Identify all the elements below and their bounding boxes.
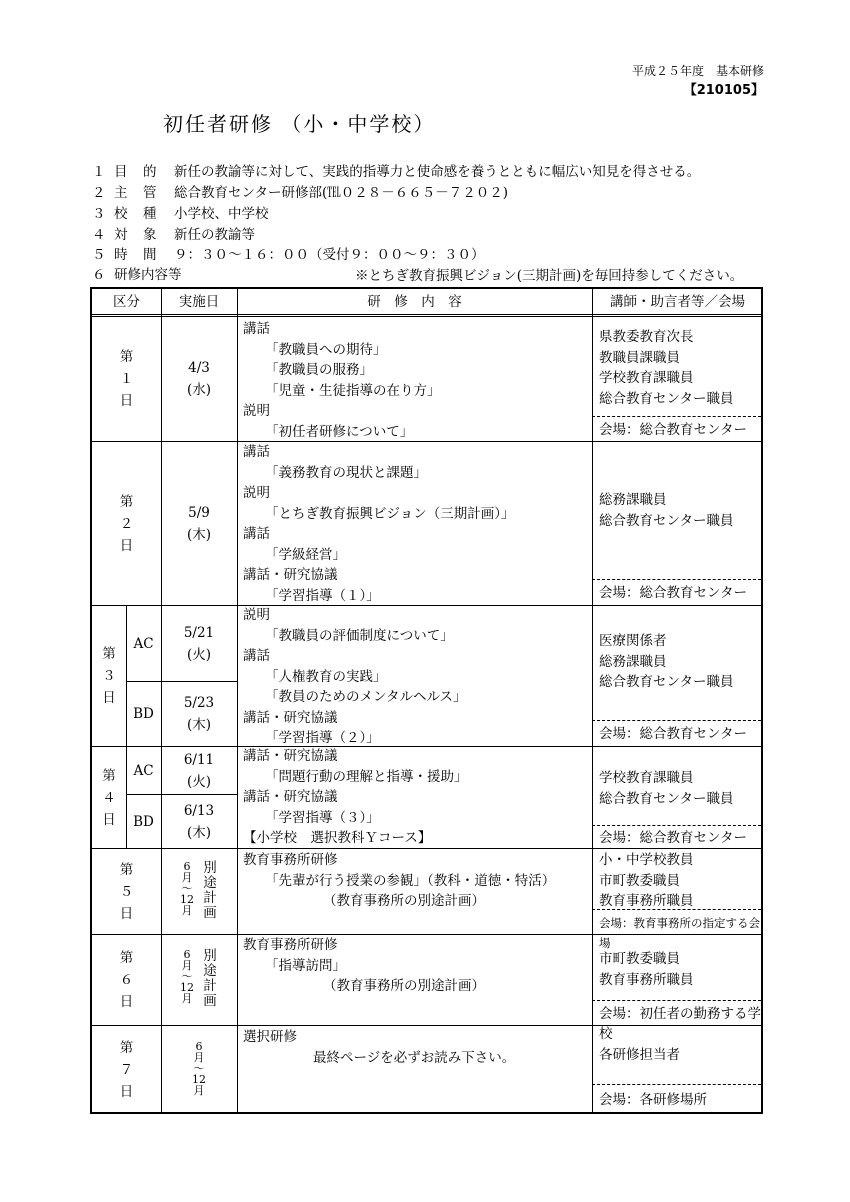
content-line: 「初任者研修について」	[265, 423, 414, 440]
info-label: 対 象	[114, 227, 158, 243]
content-line: 「学習指導（１）」	[265, 587, 380, 604]
content-line: 講話	[243, 444, 270, 460]
lecturer: 学校教育課職員	[599, 370, 694, 386]
content-line: 最終ページを必ずお読み下さい。	[313, 1049, 516, 1066]
info-text: 新任の教諭等に対して、実践的指導力と使命感を養うとともに幅広い知見を得させる。	[174, 164, 701, 180]
day4-date-bd: 6/13 (木)	[183, 802, 215, 841]
day7-month-range: 6 月 ～ 12 月	[192, 1040, 206, 1097]
lecturer: 各研修担当者	[599, 1047, 680, 1063]
lecturer: 総合教育センター職員	[599, 390, 734, 407]
day5-content	[243, 850, 555, 912]
content-line: 「義務教育の現状と課題」	[265, 464, 427, 481]
day1-date: 4/3 (水)	[186, 359, 212, 398]
venue-divider	[592, 720, 761, 721]
content-line: 講話	[243, 526, 270, 542]
content-line: 「教職員の評価制度について」	[265, 627, 454, 644]
info-number: ４	[92, 227, 106, 243]
lecturer: 総務課職員	[599, 492, 667, 508]
page-title: 初任者研修 （小・中学校）	[163, 112, 436, 136]
info-text: 新任の教諭等	[174, 227, 255, 243]
content-line: 講話	[243, 321, 270, 337]
content-line: 説明	[243, 403, 270, 419]
info-text: 総合教育センター研修部(℡０２８－６６５－７２０２)	[174, 185, 508, 201]
day2-content	[243, 442, 514, 606]
day6-month-range: 6 月 ～ 12 月	[180, 948, 194, 1005]
day6-lecturers	[599, 949, 694, 990]
day4-content	[243, 746, 468, 849]
day1-label: 第 １ 日	[119, 348, 134, 409]
info-label: 校 種	[114, 206, 158, 222]
course-code: 【210105】	[683, 83, 764, 98]
content-line: 講話	[243, 648, 270, 664]
venue-divider	[592, 579, 761, 580]
day4-label: 第 ４ 日	[102, 767, 116, 828]
info-time	[92, 245, 485, 265]
venue-divider	[592, 1000, 761, 1001]
lecturer: 医療関係者	[599, 633, 667, 649]
day7-content	[243, 1027, 515, 1068]
day5-separate-plan: 別 途 計 画	[203, 860, 217, 921]
info-purpose	[92, 162, 700, 182]
venue-divider	[592, 416, 761, 417]
day2-date: 5/9 (木)	[186, 504, 212, 543]
lecturer: 総務課職員	[599, 653, 667, 670]
day4-group-bd: BD	[133, 813, 154, 830]
info-label: 時 間	[114, 247, 158, 263]
content-line: 講話・研究協議	[243, 789, 338, 805]
day4-group-ac: AC	[133, 762, 154, 779]
day3-content	[243, 605, 467, 749]
lecturer: 教育事務所職員	[599, 971, 694, 988]
venue-divider	[592, 1084, 761, 1085]
lecturer: 教職員課職員	[599, 349, 680, 366]
info-target	[92, 225, 255, 245]
day1-venue: 会場：総合教育センター	[599, 422, 747, 438]
day5-lecturers	[599, 850, 694, 912]
lecturer: 市町教委職員	[599, 872, 680, 889]
content-line: 講話・研究協議	[243, 567, 338, 583]
day7-venue: 会場：各研修場所	[599, 1092, 707, 1108]
lecturer: 総合教育センター職員	[599, 512, 734, 529]
day3-date-bd: 5/23 (木)	[183, 695, 215, 733]
content-line: 「指導訪問」	[265, 957, 346, 974]
content-line: 講話・研究協議	[243, 709, 338, 726]
info-organizer	[92, 183, 508, 203]
day6-separate-plan: 別 途 計 画	[203, 948, 217, 1009]
content-line: 「とちぎ教育振興ビジョン（三期計画）」	[265, 505, 515, 522]
content-line: 「児童・生徒指導の在り方」	[265, 382, 441, 399]
content-line: 「学習指導（３）」	[265, 809, 380, 826]
lecturer: 県教委教育次長	[599, 329, 694, 345]
content-line: 説明	[243, 607, 270, 623]
header-content: 研 修 内 容	[367, 294, 462, 310]
day5-venue: 会場：教育事務所の指定する会場	[599, 916, 760, 950]
lecturer: 小・中学校教員	[599, 852, 694, 868]
lecturer: 総合教育センター職員	[599, 790, 734, 807]
notice-text: ※とちぎ教育振興ビジョン(三期計画)を毎回持参してください。	[355, 268, 744, 284]
day3-lecturers	[599, 631, 733, 693]
day7-label: 第 ７ 日	[119, 1040, 134, 1100]
info-number: ５	[92, 247, 106, 263]
info-text: ９：３０～１６：００（受付９：００～９：３０）	[174, 247, 485, 263]
day5-label: 第 ５ 日	[119, 861, 134, 922]
venue-divider	[592, 825, 761, 826]
info-label: 研修内容等	[114, 267, 182, 283]
content-line: 「先輩が行う授業の参観」（教科・道徳・特活）	[265, 872, 556, 889]
day7-lecturers	[599, 1045, 680, 1066]
lecturer: 総合教育センター職員	[599, 674, 734, 690]
content-line: （教育事務所の別途計画）	[323, 893, 485, 909]
header-date: 実施日	[178, 294, 220, 310]
content-line: 「問題行動の理解と指導・援助」	[265, 768, 468, 785]
content-line: 「人権教育の実践」	[265, 668, 387, 685]
fiscal-year-label: 平成２５年度 基本研修	[631, 64, 764, 78]
day3-group-ac: AC	[133, 635, 154, 652]
day3-date-ac: 5/21 (火)	[183, 624, 215, 663]
day1-lecturers	[599, 327, 733, 409]
day3-label: 第 ３ 日	[102, 646, 116, 706]
column-divider	[237, 289, 238, 1112]
day5-month-range: 6 月 ～ 12 月	[180, 860, 194, 917]
content-line: 【小学校 選択教科Ｙコース】	[243, 830, 432, 846]
info-number: １	[92, 164, 106, 180]
day4-venue: 会場：総合教育センター	[599, 830, 747, 846]
day6-content	[243, 935, 485, 997]
day4-lecturers	[599, 768, 733, 809]
header-category: 区分	[113, 294, 140, 310]
content-line: 「学習指導（２）」	[265, 730, 380, 746]
info-content-heading	[92, 265, 182, 285]
day1-content	[243, 319, 441, 442]
training-schedule-table	[90, 287, 763, 1114]
day6-label: 第 ６ 日	[119, 950, 134, 1010]
day3-venue: 会場：総合教育センター	[599, 726, 747, 742]
content-line: （教育事務所の別途計画）	[323, 978, 485, 994]
info-number: ２	[92, 185, 106, 201]
info-number: ６	[92, 267, 106, 283]
info-label: 主 管	[114, 185, 158, 201]
info-text: 小学校、中学校	[174, 206, 269, 222]
lecturer: 学校教育課職員	[599, 770, 694, 786]
content-line: 説明	[243, 485, 270, 501]
content-line: 教育事務所研修	[243, 852, 338, 868]
content-line: 「教職員への期待」	[265, 341, 387, 358]
content-line: 講話・研究協議	[243, 748, 338, 764]
day6-venue: 会場：初任者の勤務する学校	[599, 1006, 761, 1042]
content-line: 教育事務所研修	[243, 937, 338, 953]
header-lecturer-venue: 講師・助言者等／会場	[610, 294, 745, 310]
day2-venue: 会場：総合教育センター	[599, 585, 747, 601]
content-line: 「教職員の服務」	[265, 362, 373, 378]
day2-label: 第 ２ 日	[119, 493, 134, 554]
column-divider	[592, 289, 593, 1112]
info-label: 目 的	[114, 164, 158, 180]
day3-group-bd: BD	[133, 706, 154, 722]
lecturer: 教育事務所職員	[599, 893, 694, 909]
day4-date-ac: 6/11 (火)	[183, 751, 215, 790]
info-number: ３	[92, 206, 106, 222]
content-line: 「学級経営」	[265, 546, 346, 563]
content-line: 「教員のためのメンタルヘルス」	[265, 689, 467, 705]
lecturer: 市町教委職員	[599, 951, 680, 967]
content-line: 選択研修	[243, 1029, 297, 1045]
info-school-type	[92, 204, 269, 224]
day2-lecturers	[599, 490, 733, 531]
